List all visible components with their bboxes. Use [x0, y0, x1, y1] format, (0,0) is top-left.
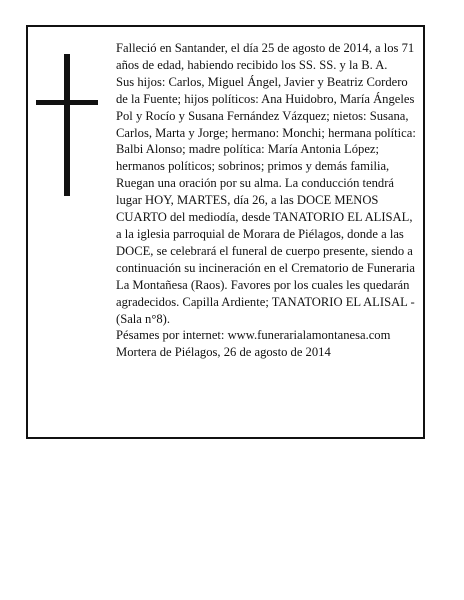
cross-icon — [36, 54, 98, 196]
cross-vertical-bar — [64, 54, 70, 196]
place-and-date: Mortera de Piélagos, 26 de agosto de 2014 — [116, 345, 331, 360]
funeral-details: Ruegan una oración por su alma. La conducción tendrá lugar HOY, MARTES, día 26, a las DOCE MENOS CUARTO del mediodía, desde TANATORIO EL ALISAL, a la iglesia parroquial de Morara de Piélagos, donde a las DOCE, se celebrará el funeral de cuerpo presente, siendo a continuación su incineración en el Crematorio de Funeraria La Montañesa (Raos). Favores por los cuales les quedarán agradecidos. Capilla Ardiente; TANATORIO EL ALISAL - (Sala n°8). — [116, 176, 415, 326]
obituary-notice — [26, 25, 425, 439]
cross-horizontal-bar — [36, 100, 98, 105]
condolences-website: Pésames por internet: www.funerarialamontanesa.com — [116, 328, 391, 343]
death-announcement: Falleció en Santander, el día 25 de agosto de 2014, a los 71 años de edad, habiendo recibido los SS. SS. y la B. A. — [116, 41, 415, 72]
family-list: Sus hijos: Carlos, Miguel Ángel, Javier y Beatriz Cordero de la Fuente; hijos políticos: Ana Huidobro, María Ángeles Pol y Rocío y Susana Fernández Vázquez; nietos: Susana, Carlos, Marta y Jorge; hermano: Monchi; hermana política: Balbi Alonso; madre política: María Antonia López; hermanos políticos; sobrinos; primos y demás familia, — [116, 74, 416, 174]
obituary-text — [116, 40, 418, 361]
